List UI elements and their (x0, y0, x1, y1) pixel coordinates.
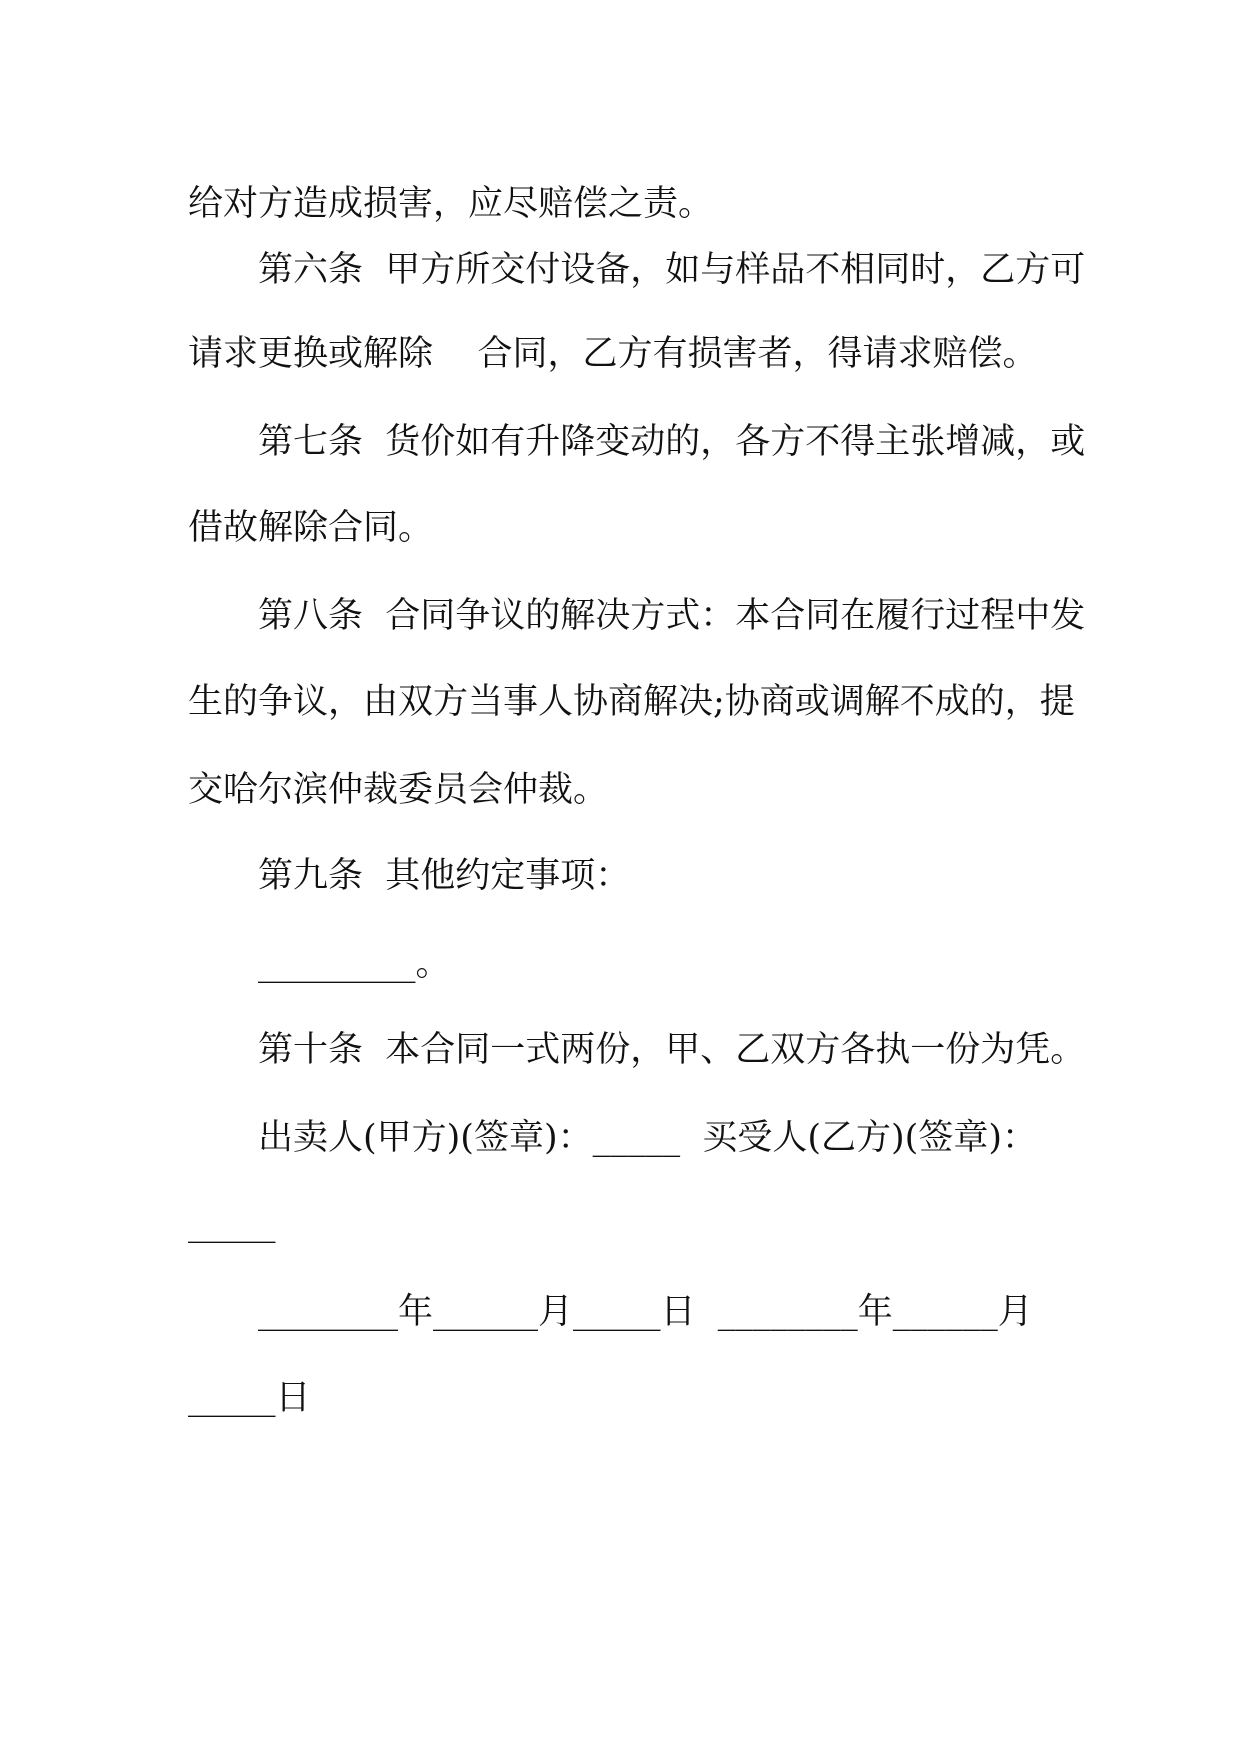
paragraph-line: 给对方造成损害，应尽赔偿之责。 (188, 184, 714, 224)
article-6-line-2: 请求更换或解除 合同，乙方有损害者，得请求赔偿。 (188, 334, 1038, 374)
signature-line: 出卖人(甲方)(签章)：_____ 买受人(乙方)(签章)： (258, 1118, 1037, 1158)
date-line-end: _____日 (188, 1378, 311, 1418)
article-7-line-2: 借故解除合同。 (188, 508, 434, 548)
article-6-line-1: 第六条 甲方所交付设备，如与样品不相同时，乙方可 (258, 250, 1086, 290)
article-9-line-1: 第九条 其他约定事项： (258, 856, 631, 896)
article-7-line-1: 第七条 货价如有升降变动的，各方不得主张增减，或 (258, 422, 1086, 462)
article-8-line-1: 第八条 合同争议的解决方式：本合同在履行过程中发 (258, 596, 1086, 636)
article-8-line-2: 生的争议，由双方当事人协商解决;协商或调解不成的，提 (188, 682, 1075, 722)
article-9-blank: _________。 (258, 944, 451, 984)
signature-blank: _____ (188, 1204, 276, 1244)
date-line: ________年______月_____日 ________年______月 (258, 1292, 1033, 1332)
article-8-line-3: 交哈尔滨仲裁委员会仲裁。 (188, 770, 609, 810)
article-10-line: 第十条 本合同一式两份，甲、乙双方各执一份为凭。 (258, 1030, 1086, 1070)
